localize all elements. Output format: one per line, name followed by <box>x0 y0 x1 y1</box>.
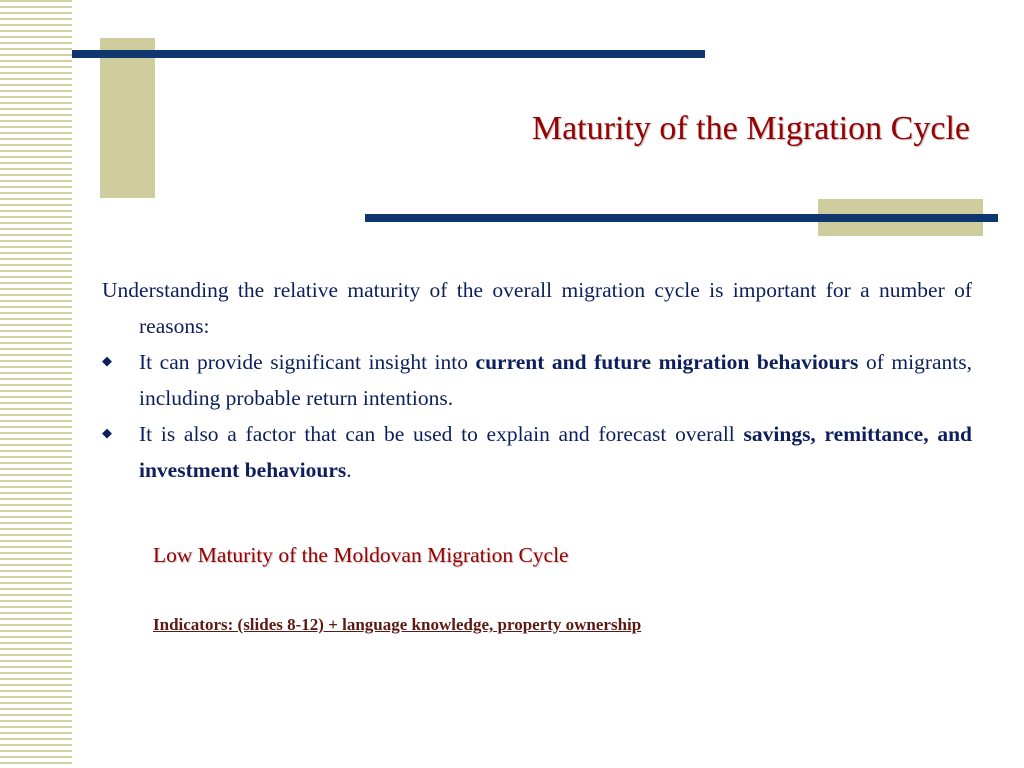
section-subheading: Low Maturity of the Moldovan Migration Cycle <box>153 543 569 567</box>
decorative-navy-rule-bottom <box>365 214 998 222</box>
diamond-bullet-icon: ◆ <box>102 354 112 369</box>
decorative-navy-rule-top <box>72 50 705 58</box>
diamond-bullet-icon: ◆ <box>102 426 112 441</box>
bullet-text-pre: It is also a factor that can be used to explain and forecast overall <box>139 422 744 446</box>
bullet-text-post: . <box>346 458 352 482</box>
bullet-list <box>102 344 972 488</box>
decorative-stripe-band <box>0 0 72 768</box>
indicators-note: Indicators: (slides 8-12) + language knowledge, property ownership <box>153 615 642 634</box>
bullet-item-savings <box>102 416 972 488</box>
intro-paragraph: Understanding the relative maturity of the overall migration cycle is important for a number of reasons: <box>102 278 972 338</box>
bullet-text-bold: savings, remittance, and investment behaviours <box>139 422 972 482</box>
bullet-item-behaviours <box>102 344 972 416</box>
slide-title: Maturity of the Migration Cycle <box>531 110 970 147</box>
bullet-text-post: of migrants, including probable return intentions. <box>139 350 972 410</box>
decorative-olive-block-top <box>100 38 155 198</box>
bullet-text-pre: It can provide significant insight into <box>139 350 476 374</box>
slide-body <box>102 272 972 488</box>
bullet-text-bold: current and future migration behaviours <box>475 350 859 374</box>
